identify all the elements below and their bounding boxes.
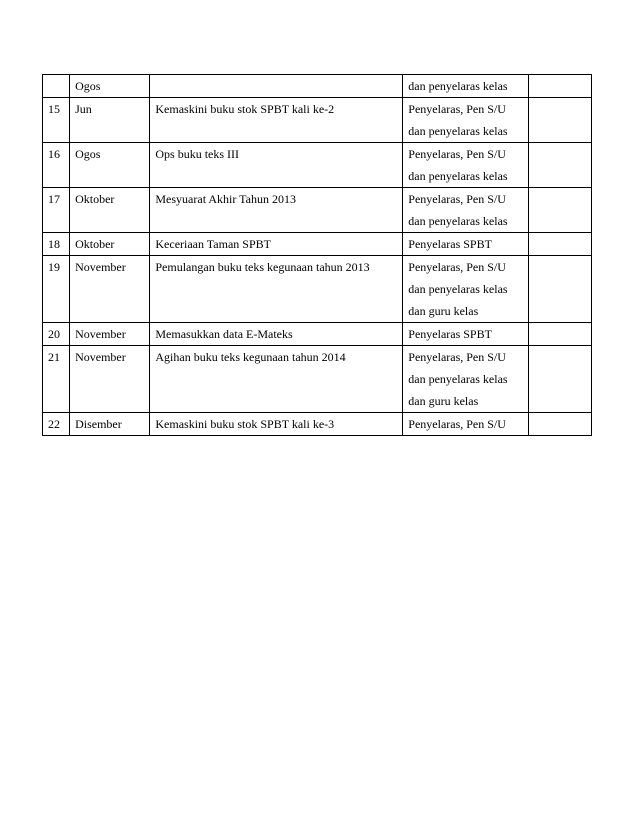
row-number-cell: 22 xyxy=(43,413,70,436)
responsible-cell xyxy=(403,98,528,143)
month-cell: Oktober xyxy=(70,188,150,233)
row-number-cell: 20 xyxy=(43,323,70,346)
responsible-line: Penyelaras, Pen S/U xyxy=(408,192,506,206)
responsible-line: dan guru kelas xyxy=(408,394,479,408)
table-row xyxy=(43,75,592,98)
notes-cell xyxy=(528,233,591,256)
month-cell: November xyxy=(70,346,150,413)
responsible-line: Penyelaras, Pen S/U xyxy=(408,350,506,364)
responsible-line: Penyelaras, Pen S/U xyxy=(408,102,506,116)
table-row xyxy=(43,256,592,323)
responsible-line: dan penyelaras kelas xyxy=(408,79,508,93)
activity-cell: Ops buku teks III xyxy=(150,143,403,188)
responsible-cell xyxy=(403,413,528,436)
responsible-line: Penyelaras SPBT xyxy=(408,237,492,251)
month-cell: Oktober xyxy=(70,233,150,256)
month-cell: Ogos xyxy=(70,143,150,188)
row-number-cell: 21 xyxy=(43,346,70,413)
table-row xyxy=(43,143,592,188)
table-row xyxy=(43,346,592,413)
table-body xyxy=(43,75,592,436)
responsible-cell xyxy=(403,75,528,98)
month-cell: Ogos xyxy=(70,75,150,98)
responsible-line: dan penyelaras kelas xyxy=(408,282,508,296)
responsible-line: Penyelaras, Pen S/U xyxy=(408,417,506,431)
responsible-line: Penyelaras, Pen S/U xyxy=(408,147,506,161)
responsible-line: dan guru kelas xyxy=(408,304,479,318)
month-cell: Disember xyxy=(70,413,150,436)
responsible-line: Penyelaras, Pen S/U xyxy=(408,260,506,274)
activity-cell: Kemaskini buku stok SPBT kali ke-2 xyxy=(150,98,403,143)
row-number-cell: 16 xyxy=(43,143,70,188)
activity-cell: Pemulangan buku teks kegunaan tahun 2013 xyxy=(150,256,403,323)
row-number-cell: 17 xyxy=(43,188,70,233)
responsible-line: dan penyelaras kelas xyxy=(408,372,508,386)
notes-cell xyxy=(528,75,591,98)
table-row xyxy=(43,323,592,346)
row-number-cell: 19 xyxy=(43,256,70,323)
notes-cell xyxy=(528,413,591,436)
table-row xyxy=(43,188,592,233)
month-cell: November xyxy=(70,323,150,346)
responsible-line: dan penyelaras kelas xyxy=(408,124,508,138)
responsible-cell xyxy=(403,143,528,188)
month-cell: November xyxy=(70,256,150,323)
responsible-cell xyxy=(403,233,528,256)
responsible-cell xyxy=(403,256,528,323)
responsible-cell xyxy=(403,346,528,413)
notes-cell xyxy=(528,188,591,233)
responsible-cell xyxy=(403,188,528,233)
notes-cell xyxy=(528,323,591,346)
responsible-line: dan penyelaras kelas xyxy=(408,214,508,228)
notes-cell xyxy=(528,256,591,323)
activity-cell: Keceriaan Taman SPBT xyxy=(150,233,403,256)
activity-schedule-table xyxy=(42,74,592,436)
activity-cell: Memasukkan data E-Mateks xyxy=(150,323,403,346)
responsible-cell xyxy=(403,323,528,346)
activity-cell xyxy=(150,75,403,98)
row-number-cell xyxy=(43,75,70,98)
responsible-line: Penyelaras SPBT xyxy=(408,327,492,341)
table-row xyxy=(43,98,592,143)
month-cell: Jun xyxy=(70,98,150,143)
notes-cell xyxy=(528,98,591,143)
responsible-line: dan penyelaras kelas xyxy=(408,169,508,183)
table-row xyxy=(43,413,592,436)
row-number-cell: 15 xyxy=(43,98,70,143)
activity-cell: Mesyuarat Akhir Tahun 2013 xyxy=(150,188,403,233)
row-number-cell: 18 xyxy=(43,233,70,256)
table-row xyxy=(43,233,592,256)
notes-cell xyxy=(528,346,591,413)
activity-cell: Agihan buku teks kegunaan tahun 2014 xyxy=(150,346,403,413)
notes-cell xyxy=(528,143,591,188)
activity-cell: Kemaskini buku stok SPBT kali ke-3 xyxy=(150,413,403,436)
